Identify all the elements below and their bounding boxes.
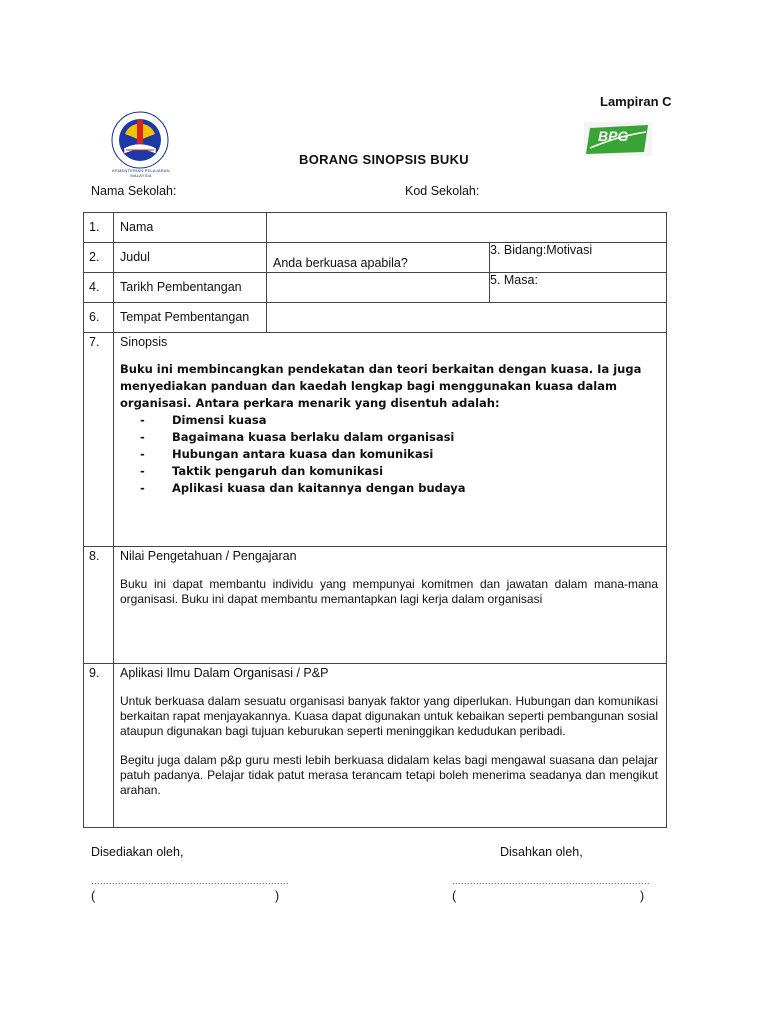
- list-item: - Dimensi kuasa: [140, 413, 267, 427]
- sinopsis-list: [120, 412, 666, 497]
- list-item: - Hubungan antara kuasa dan komunikasi: [140, 447, 434, 461]
- row-tempat: [84, 303, 667, 333]
- list-item-text: Taktik pengaruh dan komunikasi: [172, 464, 384, 478]
- list-item: - Aplikasi kuasa dan kaitannya dengan budaya: [140, 481, 466, 495]
- list-item-text: Hubungan antara kuasa dan komunikasi: [172, 447, 434, 461]
- approved-signature-line[interactable]: ..................................................................: [452, 876, 651, 886]
- row-label: Nama: [114, 213, 267, 243]
- list-item-text: Aplikasi kuasa dan kaitannya dengan budaya: [172, 481, 466, 495]
- lampiran-label: Lampiran C: [600, 94, 672, 109]
- prepared-signature-line[interactable]: ..................................................................: [91, 876, 290, 886]
- aplikasi-cell: [114, 664, 667, 828]
- prepared-name-close-paren: ): [275, 889, 280, 903]
- aplikasi-paragraph-1: Untuk berkuasa dalam sesuatu organisasi banyak faktor yang diperlukan. Hubungan dan komunikasi berkaitan rapat menjayakannya. Kuasa dapat digunakan untuk kebaikan seperti pembangunan sosial ataupun digunakan bagi tujuan keburukan seperti meninggikan kedudukan peribadi.: [120, 694, 658, 738]
- synopsis-form-table: [83, 212, 667, 828]
- row-nama: [84, 213, 667, 243]
- prepared-name-open-paren: (: [91, 889, 96, 903]
- nilai-cell: [114, 547, 667, 664]
- row-nilai: [84, 547, 667, 664]
- list-item: - Bagaimana kuasa berlaku dalam organisasi: [140, 430, 455, 444]
- prepared-by-label: Disediakan oleh,: [91, 845, 184, 859]
- row-number: 8.: [84, 547, 114, 664]
- nama-sekolah-label: Nama Sekolah:: [91, 184, 177, 198]
- row-number: 7.: [84, 333, 114, 547]
- sinopsis-heading: Sinopsis: [120, 335, 168, 349]
- row-number: 2.: [84, 243, 114, 273]
- sinopsis-cell: [114, 333, 667, 547]
- kpm-logo-caption: KEMENTERIAN PELAJARAN MALAYSIA: [112, 168, 170, 178]
- list-item-text: Dimensi kuasa: [172, 413, 267, 427]
- row-number: 4.: [84, 273, 114, 303]
- row-number: 1.: [84, 213, 114, 243]
- row-sinopsis: [84, 333, 667, 547]
- aplikasi-heading: Aplikasi Ilmu Dalam Organisasi / P&P: [120, 666, 329, 680]
- sinopsis-text: Buku ini membincangkan pendekatan dan teori berkaitan dengan kuasa. Ia juga menyediakan panduan dan kaedah lengkap bagi menggunakan kuasa dalam organisasi. Antara perkara menarik yang disentuh adalah:: [120, 362, 642, 410]
- masa-field[interactable]: 5. Masa:: [490, 273, 667, 303]
- list-item-text: Bagaimana kuasa berlaku dalam organisasi: [172, 430, 455, 444]
- bidang-field[interactable]: 3. Bidang:Motivasi: [490, 243, 667, 273]
- tempat-value[interactable]: [267, 303, 667, 333]
- tarikh-value[interactable]: [267, 273, 490, 303]
- row-label: Judul: [114, 243, 267, 273]
- row-aplikasi: [84, 664, 667, 828]
- bpg-logo-text: BPG: [598, 128, 629, 144]
- list-item: - Taktik pengaruh dan komunikasi: [140, 464, 384, 478]
- row-number: 6.: [84, 303, 114, 333]
- nilai-text: Buku ini dapat membantu individu yang mempunyai komitmen dan jawatan dalam mana-mana organisasi. Buku ini dapat membantu memantapkan lagi kerja dalam organisasi: [120, 577, 658, 606]
- row-label: Tempat Pembentangan: [114, 303, 267, 333]
- row-number: 9.: [84, 664, 114, 828]
- nilai-heading: Nilai Pengetahuan / Pengajaran: [120, 549, 297, 563]
- form-title: BORANG SINOPSIS BUKU: [299, 152, 469, 167]
- row-judul: [84, 243, 667, 273]
- judul-value[interactable]: Anda berkuasa apabila?: [267, 243, 490, 273]
- approved-name-open-paren: (: [452, 889, 457, 903]
- row-label: Tarikh Pembentangan: [114, 273, 267, 303]
- approved-name-close-paren: ): [640, 889, 645, 903]
- approved-by-label: Disahkan oleh,: [500, 845, 583, 859]
- row-tarikh: [84, 273, 667, 303]
- aplikasi-paragraph-2: Begitu juga dalam p&p guru mesti lebih berkuasa didalam kelas bagi mengawal suasana dan pelajar patuh padanya. Pelajar tidak patut merasa terancam tetapi boleh menerima seadanya dan mengikut arahan.: [120, 753, 658, 797]
- kod-sekolah-label: Kod Sekolah:: [405, 184, 480, 198]
- nama-value[interactable]: [267, 213, 667, 243]
